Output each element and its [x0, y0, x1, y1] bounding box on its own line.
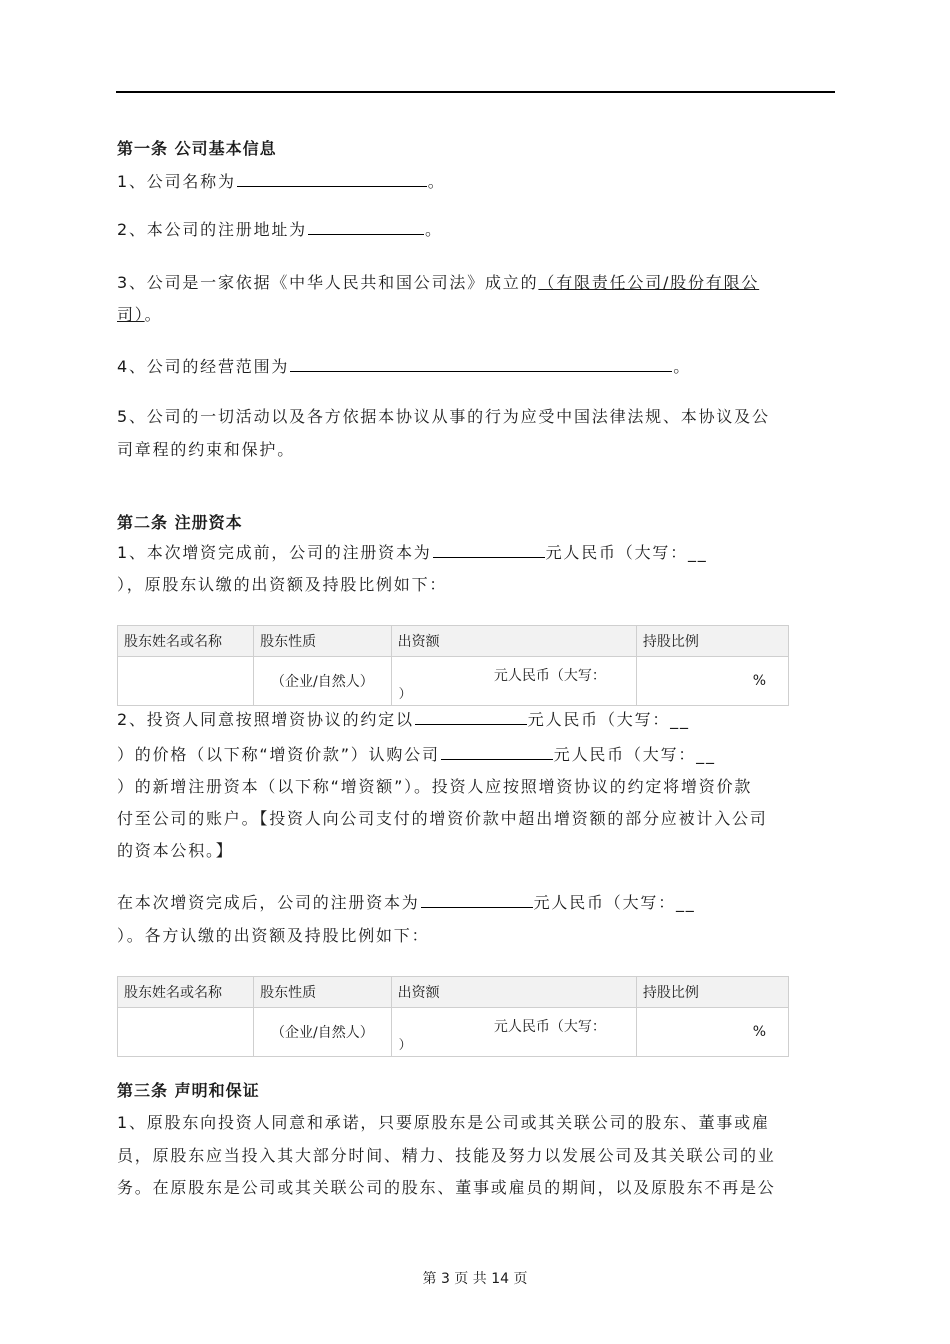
item1-suffix: 。 [427, 172, 446, 191]
article2-item2-line3: ）的新增注册资本（以下称“增资额”）。投资人应按照增资协议的约定将增资价款 [117, 777, 753, 796]
item2-suffix: 。 [424, 220, 443, 239]
article2-after-line1 [117, 887, 696, 919]
article3-heading: 第三条 声明和保证 [117, 1081, 260, 1100]
col-header-nature: 股东性质 [254, 626, 392, 657]
after-text: 在本次增资完成后，公司的注册资本为 [117, 893, 420, 912]
article3-line1: 1、原股东向投资人同意和承诺，只要原股东是公司或其关联公司的股东、董事或雇 [117, 1113, 770, 1132]
business-scope-blank[interactable] [290, 353, 672, 372]
capital-after-blank[interactable] [421, 889, 533, 908]
cell-ratio[interactable]: % [636, 1008, 788, 1057]
company-type-option-cont: 司） [117, 305, 145, 324]
cell-amount[interactable] [391, 657, 636, 706]
article1-item2 [117, 214, 443, 246]
subscribed-capital-blank[interactable] [441, 741, 553, 760]
item2-text: 2、本公司的注册地址为 [117, 220, 307, 239]
item4-text: 4、公司的经营范围为 [117, 357, 290, 376]
col-header-name: 股东姓名或名称 [118, 626, 254, 657]
article2-item1-line2: ），原股东认缴的出资额及持股比例如下： [117, 575, 448, 594]
a2-item2-l2-suffix: 元人民币（大写：__ [553, 745, 716, 764]
article2-item2-line4: 付至公司的账户。【投资人向公司支付的增资价款中超出增资额的部分应被计入公司 [117, 809, 768, 828]
table-row [118, 1008, 789, 1057]
investment-price-blank[interactable] [415, 706, 527, 725]
after-suffix: 元人民币（大写：__ [533, 893, 696, 912]
header-rule [116, 91, 835, 93]
col-header-amount: 出资额 [391, 626, 636, 657]
article2-item1-line1 [117, 537, 708, 569]
cell-nature: （企业/自然人） [254, 1008, 392, 1057]
cell-nature: （企业/自然人） [254, 657, 392, 706]
article2-item2-line1 [117, 704, 690, 736]
shareholding-table-after [117, 976, 789, 1057]
article1-item3-line1 [117, 267, 759, 299]
item3-suffix: 。 [144, 305, 163, 324]
article2-item2-line5: 的资本公积。】 [117, 841, 234, 860]
a2-item2-l2-text: ）的价格（以下称“增资价款”）认购公司 [117, 745, 440, 764]
col-header-amount: 出资额 [391, 977, 636, 1008]
page-footer: 第 3 页 共 14 页 [422, 1271, 528, 1287]
table-header-row [118, 626, 789, 657]
col-header-ratio: 持股比例 [636, 626, 788, 657]
a2-item2-text: 2、投资人同意按照增资协议的约定以 [117, 710, 414, 729]
article1-item3-line2 [117, 299, 162, 331]
amount-close-paren: ） [398, 687, 412, 702]
company-type-option: （有限责任公司/股份有限公 [538, 273, 760, 292]
item1-text: 1、公司名称为 [117, 172, 236, 191]
col-header-ratio: 持股比例 [636, 977, 788, 1008]
item4-suffix: 。 [673, 357, 691, 376]
a2-item2-suffix: 元人民币（大写：__ [527, 710, 690, 729]
article3-line2: 员，原股东应当投入其大部分时间、精力、技能及努力以发展公司及其关联公司的业 [117, 1146, 776, 1165]
a2-item1-suffix: 元人民币（大写：__ [545, 543, 708, 562]
cell-ratio[interactable]: % [636, 657, 788, 706]
article1-item4 [117, 351, 691, 383]
capital-before-blank[interactable] [433, 539, 545, 558]
address-blank[interactable] [308, 216, 424, 235]
article1-item5-line1: 5、公司的一切活动以及各方依据本协议从事的行为应受中国法律法规、本协议及公 [117, 407, 770, 426]
article1-item1 [117, 166, 446, 198]
item3-text: 3、公司是一家依据《中华人民共和国公司法》成立的 [117, 273, 539, 292]
article2-item2-line2 [117, 739, 716, 771]
article1-item5-line2: 司章程的约束和保护。 [117, 440, 296, 459]
cell-amount[interactable] [391, 1008, 636, 1057]
article1-heading: 第一条 公司基本信息 [117, 139, 277, 158]
table-header-row [118, 977, 789, 1008]
amount-label: 元人民币（大写： [493, 668, 606, 684]
article3-line3: 务。在原股东是公司或其关联公司的股东、董事或雇员的期间，以及原股东不再是公 [117, 1178, 776, 1197]
table-row [118, 657, 789, 706]
amount-close-paren: ） [398, 1038, 412, 1053]
shareholding-table-before [117, 625, 789, 706]
col-header-nature: 股东性质 [254, 977, 392, 1008]
cell-name[interactable] [118, 657, 254, 706]
amount-label: 元人民币（大写： [493, 1019, 606, 1035]
article2-heading: 第二条 注册资本 [117, 513, 243, 532]
col-header-name: 股东姓名或名称 [118, 977, 254, 1008]
cell-name[interactable] [118, 1008, 254, 1057]
a2-item1-text: 1、本次增资完成前，公司的注册资本为 [117, 543, 432, 562]
article2-after-line2: ）。各方认缴的出资额及持股比例如下： [117, 926, 430, 945]
company-name-blank[interactable] [237, 168, 427, 187]
